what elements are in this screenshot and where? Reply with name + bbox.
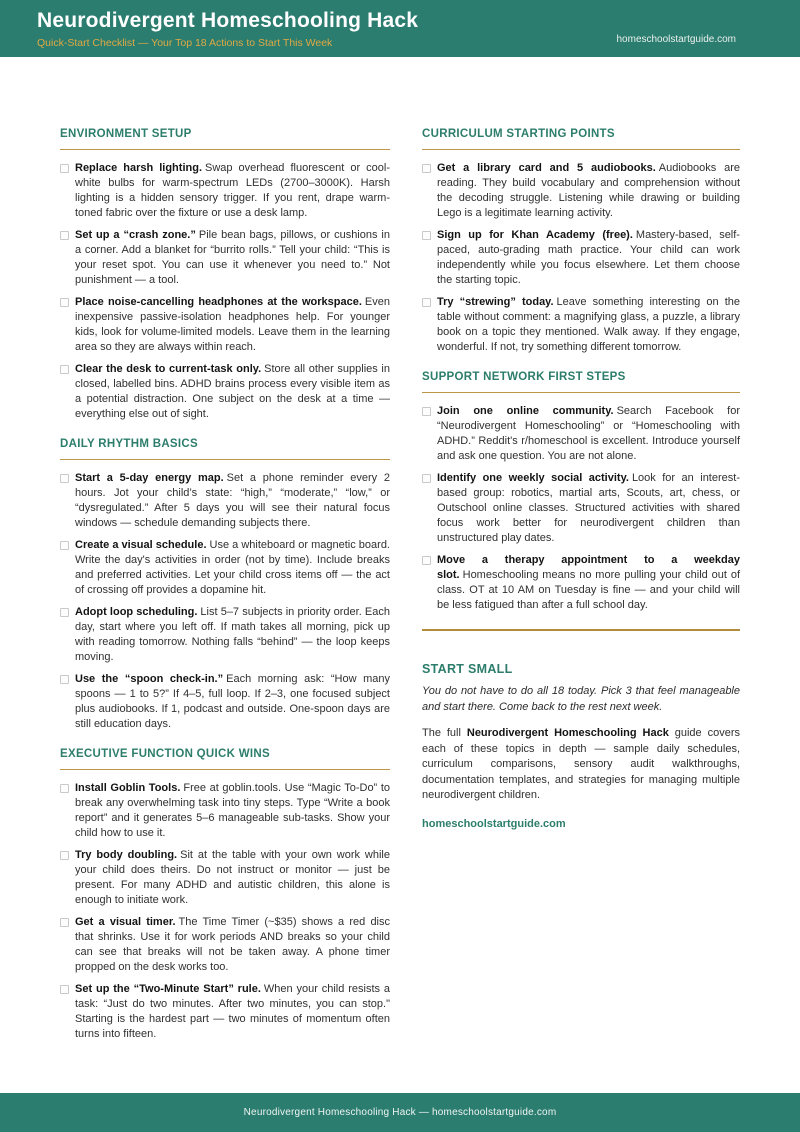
section-rule xyxy=(422,149,740,150)
item-body: Pile bean bags, pillows, or cushions in a corner. Add a blanket for “burrito rolls.” Tell your child: “This is your reset spot. You can use it whenever you need to.” Not punishment — a tool. xyxy=(75,229,390,286)
item-body: Set a phone reminder every 2 hours. Jot your child’s state: “high,” “moderate,” “low,” or “dysregulated.” After 5 days you will see their natural focus windows — schedule demanding subjects there. xyxy=(75,472,390,529)
outro-suffix: guide covers each of these topics in depth — sample daily schedules, curriculum comparisons, sensory audit walkthroughs, documentation templates, and strategies for managing multiple neurodivergent children. xyxy=(422,727,740,801)
checklist-item xyxy=(60,672,390,732)
section-rule xyxy=(60,769,390,770)
checklist-item xyxy=(422,471,740,546)
checklist-item xyxy=(422,295,740,355)
start-small-block xyxy=(422,662,740,832)
section-curriculum-starting-points xyxy=(422,128,740,355)
left-column xyxy=(60,128,390,1058)
header-banner xyxy=(0,0,800,57)
start-small-note: You do not have to do all 18 today. Pick 3 that feel manageable and start there. Come back to the rest next week. xyxy=(422,685,740,713)
item-lead: Get a library card and 5 audiobooks. xyxy=(437,162,656,174)
section-heading: DAILY RHYTHM BASICS xyxy=(60,438,198,450)
item-body: Audiobooks are reading. They build vocabulary and comprehension without the decoding struggle. Listening while drawing or building Lego is a legitimate learning activity. xyxy=(437,162,740,219)
checklist-item xyxy=(422,553,740,613)
section-heading: ENVIRONMENT SETUP xyxy=(60,128,192,140)
checklist-item xyxy=(60,605,390,665)
item-lead: Try body doubling. xyxy=(75,849,178,861)
item-body: Free at goblin.tools. Use “Magic To-Do” to break any overwhelming task into tiny steps. Type “Write a book report” and it generates 5–6 manageable sub-tasks. Show your child how to use it. xyxy=(75,782,390,839)
checklist-item xyxy=(60,471,390,531)
item-lead: Get a visual timer. xyxy=(75,916,176,928)
item-body: Mastery-based, self-paced, auto-grading math practice. Your child can work independently while you focus elsewhere. Let them choose the starting topic. xyxy=(437,229,740,286)
right-column xyxy=(422,128,740,1058)
section-rule xyxy=(60,459,390,460)
item-lead: Replace harsh lighting. xyxy=(75,162,202,174)
section-daily-rhythm-basics xyxy=(60,438,390,732)
checklist-item xyxy=(422,404,740,464)
checklist-item xyxy=(60,781,390,841)
item-lead: Use the “spoon check-in.” xyxy=(75,673,224,685)
checkbox[interactable] xyxy=(60,985,69,994)
item-lead: Install Goblin Tools. xyxy=(75,782,181,794)
item-lead: Adopt loop scheduling. xyxy=(75,606,198,618)
section-heading: EXECUTIVE FUNCTION QUICK WINS xyxy=(60,748,270,760)
footer-text: Neurodivergent Homeschooling Hack — homeschoolstartguide.com xyxy=(243,1107,557,1118)
checkbox[interactable] xyxy=(60,784,69,793)
checkbox[interactable] xyxy=(60,365,69,374)
item-lead: Clear the desk to current-task only. xyxy=(75,363,262,375)
header-title-block xyxy=(37,0,418,57)
item-lead: Create a visual schedule. xyxy=(75,539,207,551)
checkbox[interactable] xyxy=(422,474,431,483)
item-lead: Try “strewing” today. xyxy=(437,296,554,308)
item-body: Search Facebook for “Neurodivergent Homeschooling” or “Homeschooling with ADHD.” Reddit's r/homeschool is excellent. Introduce yourself and ask one question. You are not alone. xyxy=(437,405,740,462)
item-lead: Set up a “crash zone.” xyxy=(75,229,196,241)
checkbox[interactable] xyxy=(60,474,69,483)
checkbox[interactable] xyxy=(60,608,69,617)
outro-bold-title: Neurodivergent Homeschooling Hack xyxy=(466,727,669,739)
item-body: Store all other supplies in closed, labelled bins. ADHD brains process every visible item as a potential distraction. One subject on the desk at a time — everything else out of sight. xyxy=(75,363,390,420)
checkbox[interactable] xyxy=(422,298,431,307)
start-small-divider xyxy=(422,629,740,631)
checklist-item xyxy=(422,161,740,221)
checkbox[interactable] xyxy=(60,918,69,927)
checkbox[interactable] xyxy=(422,164,431,173)
site-link[interactable]: homeschoolstartguide.com xyxy=(422,817,566,830)
start-small-heading: START SMALL xyxy=(422,662,513,676)
item-body: Each morning ask: “How many spoons — 1 to 5?” If 4–5, full loop. If 2–3, one focused subject plus audiobooks. If 1, podcast and outside. One-spoon days are still education days. xyxy=(75,673,390,730)
item-body: When your child resists a task: “Just do two minutes. After two minutes, you can stop." Starting is the hardest part — two minutes of momentum often turns into fifteen. xyxy=(75,983,390,1040)
item-lead: Place noise-cancelling headphones at the workspace. xyxy=(75,296,362,308)
item-lead: Start a 5-day energy map. xyxy=(75,472,224,484)
checkbox[interactable] xyxy=(60,851,69,860)
page-subtitle: Quick-Start Checklist — Your Top 18 Actions to Start This Week xyxy=(37,37,333,50)
item-body: Sit at the table with your own work while your child does theirs. Do not instruct or monitor — just be present. For many ADHD and autistic children, this alone is enough to initiate work. xyxy=(75,849,390,906)
outro-prefix: The full xyxy=(422,727,467,739)
item-lead: Sign up for Khan Academy (free). xyxy=(437,229,633,241)
item-body: Even inexpensive passive-isolation headphones help. For younger kids, look for volume-limited models. Leave them in the learning area so they are always within reach. xyxy=(75,296,390,353)
main-content xyxy=(0,57,800,1058)
header-site-url: homeschoolstartguide.com xyxy=(616,34,736,45)
item-body: List 5–7 subjects in priority order. Each day, start where you left off. If math takes all morning, pick up with reading tomorrow. Nothing falls “behind” — the loop keeps moving. xyxy=(75,606,390,663)
item-body: Leave something interesting on the table without comment: a magnifying glass, a puzzle, a library book on a topic they mentioned. Walk away. If they engage, wonderful. If not, try something different tomorrow. xyxy=(437,296,740,353)
item-body: Look for an interest-based group: robotics, martial arts, Scouts, art, chess, or Outschool online classes. Structured activities with shared focus work better for neurodivergent children than unstructured play dates. xyxy=(437,472,740,544)
item-body: The Time Timer (~$35) shows a red disc that shrinks. Use it for work periods AND breaks so your child can see that breaks will not be taken away. A phone timer propped on the desk works too. xyxy=(75,916,390,973)
item-body: Swap overhead fluorescent or cool-white bulbs for warm-spectrum LEDs (2700–3000K). Harsh lighting is a hidden sensory trigger. If you rent, drape warm-toned fabric over the fixture or use a desk lamp. xyxy=(75,162,390,219)
checkbox[interactable] xyxy=(422,556,431,565)
outro-paragraph xyxy=(422,726,740,804)
item-lead: Set up the “Two-Minute Start” rule. xyxy=(75,983,261,995)
section-heading: SUPPORT NETWORK FIRST STEPS xyxy=(422,371,626,383)
checklist-item xyxy=(60,848,390,908)
checklist-item xyxy=(60,915,390,975)
section-heading: CURRICULUM STARTING POINTS xyxy=(422,128,615,140)
checklist-item xyxy=(60,982,390,1042)
section-environment-setup xyxy=(60,128,390,422)
checkbox[interactable] xyxy=(60,231,69,240)
section-executive-function-quick-wins xyxy=(60,748,390,1042)
section-rule xyxy=(60,149,390,150)
item-body: Homeschooling means no more pulling your child out of class. OT at 10 AM on Tuesday is fine — and your child will be less fatigued than after a full school day. xyxy=(437,569,740,611)
section-rule xyxy=(422,392,740,393)
checkbox[interactable] xyxy=(60,541,69,550)
item-lead: Move a therapy appointment to a weekday slot. xyxy=(437,554,740,581)
checklist-item xyxy=(60,228,390,288)
checklist-item xyxy=(60,362,390,422)
page-title: Neurodivergent Homeschooling Hack xyxy=(37,9,419,32)
item-lead: Join one online community. xyxy=(437,405,614,417)
checklist-item xyxy=(422,228,740,288)
checkbox[interactable] xyxy=(60,164,69,173)
checkbox[interactable] xyxy=(60,298,69,307)
item-body: Use a whiteboard or magnetic board. Write the day's activities in order (not by time). Include breaks and preferred activities. Let your child cross items off — the act of crossing off provides a dopamine hit. xyxy=(75,539,390,596)
checkbox[interactable] xyxy=(60,675,69,684)
item-lead: Identify one weekly social activity. xyxy=(437,472,629,484)
checkbox[interactable] xyxy=(422,231,431,240)
section-support-network-first-steps xyxy=(422,371,740,613)
checkbox[interactable] xyxy=(422,407,431,416)
checklist-item xyxy=(60,295,390,355)
checklist-item xyxy=(60,161,390,221)
footer-banner xyxy=(0,1093,800,1132)
checklist-item xyxy=(60,538,390,598)
